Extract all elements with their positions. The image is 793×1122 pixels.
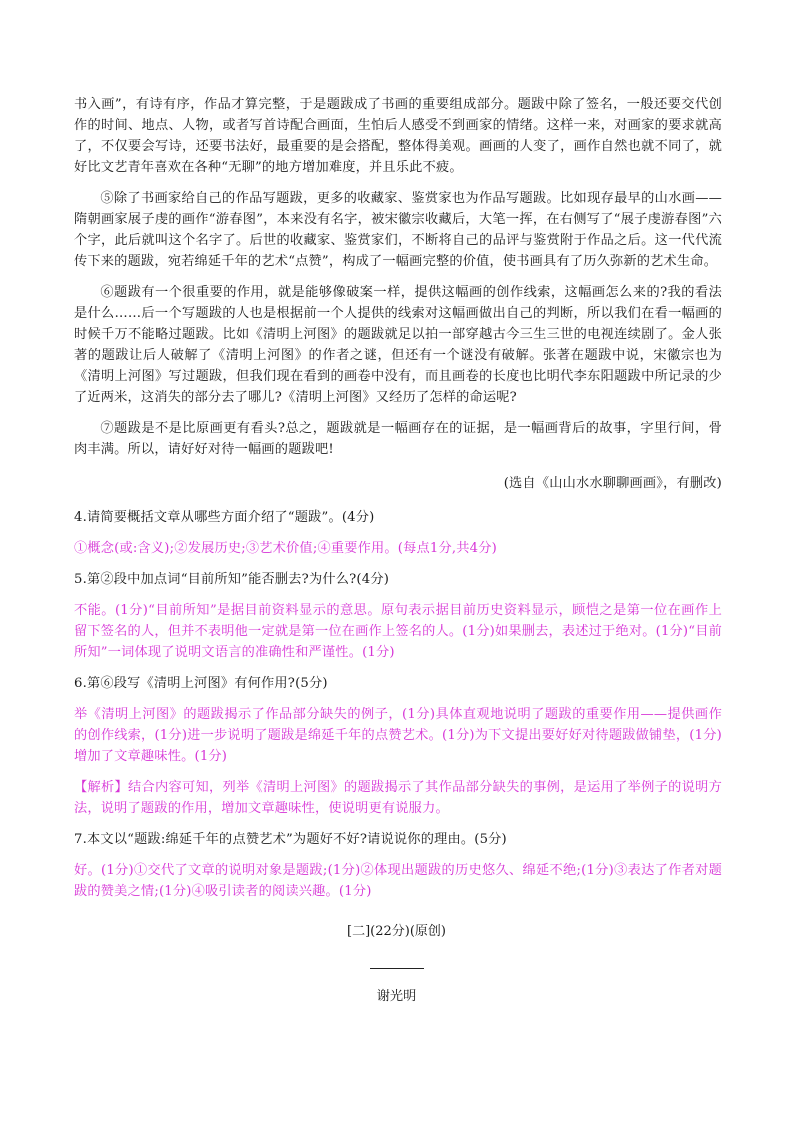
answer-5: 不能。(1分)“目前所知”是据目前资料显示的意思。原句表示据目前历史资料显示，顾恺之是第一位在画作上留下签名的人，但并不表明他一定就是第一位在画作上签名的人。(1分)如果删去，表述过于绝对。(1分)“目前所知”一词体现了说明文语言的准确性和严谨性。(1分)	[74, 603, 722, 660]
paragraph-5: ⑤除了书画家给自己的作品写题跋，更多的收藏家、鉴赏家也为作品写题跋。比如现存最早的山水画——隋朝画家展子虔的画作“游春图”，本来没有名字，被宋徽宗收藏后，大笔一挥，在右侧写了“展子虔游春图”六个字，此后就叫这个名字了。后世的收藏家、鉴赏家们，不断将自己的品评与鉴赏附于作品之后。这一代代流传下来的题跋，宛若绵延千年的艺术“点赞”，构成了一幅画完整的价值，使书画具有了历久弥新的艺术生命。	[74, 191, 722, 269]
analysis-tag: 【解析】	[74, 780, 129, 795]
document-page	[74, 94, 722, 912]
paragraph-7: ⑦题跋是不是比原画更有看头?总之，题跋就是一幅画存在的证据，是一幅画背后的故事，字里行间，骨肉丰满。所以，请好好对待一幅画的题跋吧!	[74, 421, 722, 457]
title-blank-line	[370, 968, 424, 969]
analysis-6	[74, 777, 722, 819]
section-heading: [二](22分)(原创)	[347, 924, 446, 939]
question-6: 6.第⑥段写《清明上河图》有何作用?(5分)	[74, 676, 328, 691]
answer-6: 举《清明上河图》的题跋揭示了作品部分缺失的例子，(1分)具体直观地说明了题跋的重要作用——提供画作的创作线索，(1分)进一步说明了题跋是绵延千年的点赞艺术。(1分)为下文提出要好好对待题跋做铺垫，(1分)增加了文章趣味性。(1分)	[74, 707, 722, 764]
source-citation: (选自《山山水水聊聊画画》，有删改)	[503, 476, 722, 491]
analysis-text: 结合内容可知，列举《清明上河图》的题跋揭示了其作品部分缺失的事例，是运用了举例子的说明方法，说明了题跋的作用，增加文章趣味性，使说明更有说服力。	[74, 780, 722, 816]
question-4: 4.请简要概括文章从哪些方面介绍了“题跋”。(4分)	[74, 510, 375, 525]
answer-4: ①概念(或:含义);②发展历史;③艺术价值;④重要作用。(每点1分,共4分)	[74, 541, 497, 556]
question-5: 5.第②段中加点词“目前所知”能否删去?为什么?(4分)	[74, 572, 390, 587]
paragraph-4-continued: 书入画”，有诗有序，作品才算完整，于是题跋成了书画的重要组成部分。题跋中除了签名，一般还要交代创作的时间、地点、人物，或者写首诗配合画面，生怕后人感受不到画家的情绪。这样一来，对画家的要求就高了，不仅要会写诗，还要书法好，最重要的是会搭配，整体得美观。画画的人变了，画作自然也就不同了，就好比文艺青年喜欢在各种“无聊”的地方增加难度，并且乐此不疲。	[74, 97, 722, 175]
author-name: 谢光明	[376, 989, 417, 1004]
answer-7: 好。(1分)①交代了文章的说明对象是题跋;(1分)②体现出题跋的历史悠久、绵延不绝;(1分)③表达了作者对题跋的赞美之情;(1分)④吸引读者的阅读兴趣。(1分)	[74, 863, 722, 899]
paragraph-6: ⑥题跋有一个很重要的作用，就是能够像破案一样，提供这幅画的创作线索，这幅画怎么来的?我的看法是什么……后一个写题跋的人也是根据前一个人提供的线索对这幅画做出自己的判断，所以我们在看一幅画的时候千万不能略过题跋。比如《清明上河图》的题跋就足以拍一部穿越古今三生三世的电视连续剧了。金人张著的题跋让后人破解了《清明上河图》的作者之谜，但还有一个谜没有破解。张著在题跋中说，宋徽宗也为《清明上河图》写过题跋，但我们现在看到的画卷中没有，而且画卷的长度也比明代李东阳题跋中所记录的少了近两米，这消失的部分去了哪儿?《清明上河图》又经历了怎样的命运呢?	[74, 285, 722, 405]
question-7: 7.本文以“题跋:绵延千年的点赞艺术”为题好不好?请说说你的理由。(5分)	[74, 832, 507, 847]
